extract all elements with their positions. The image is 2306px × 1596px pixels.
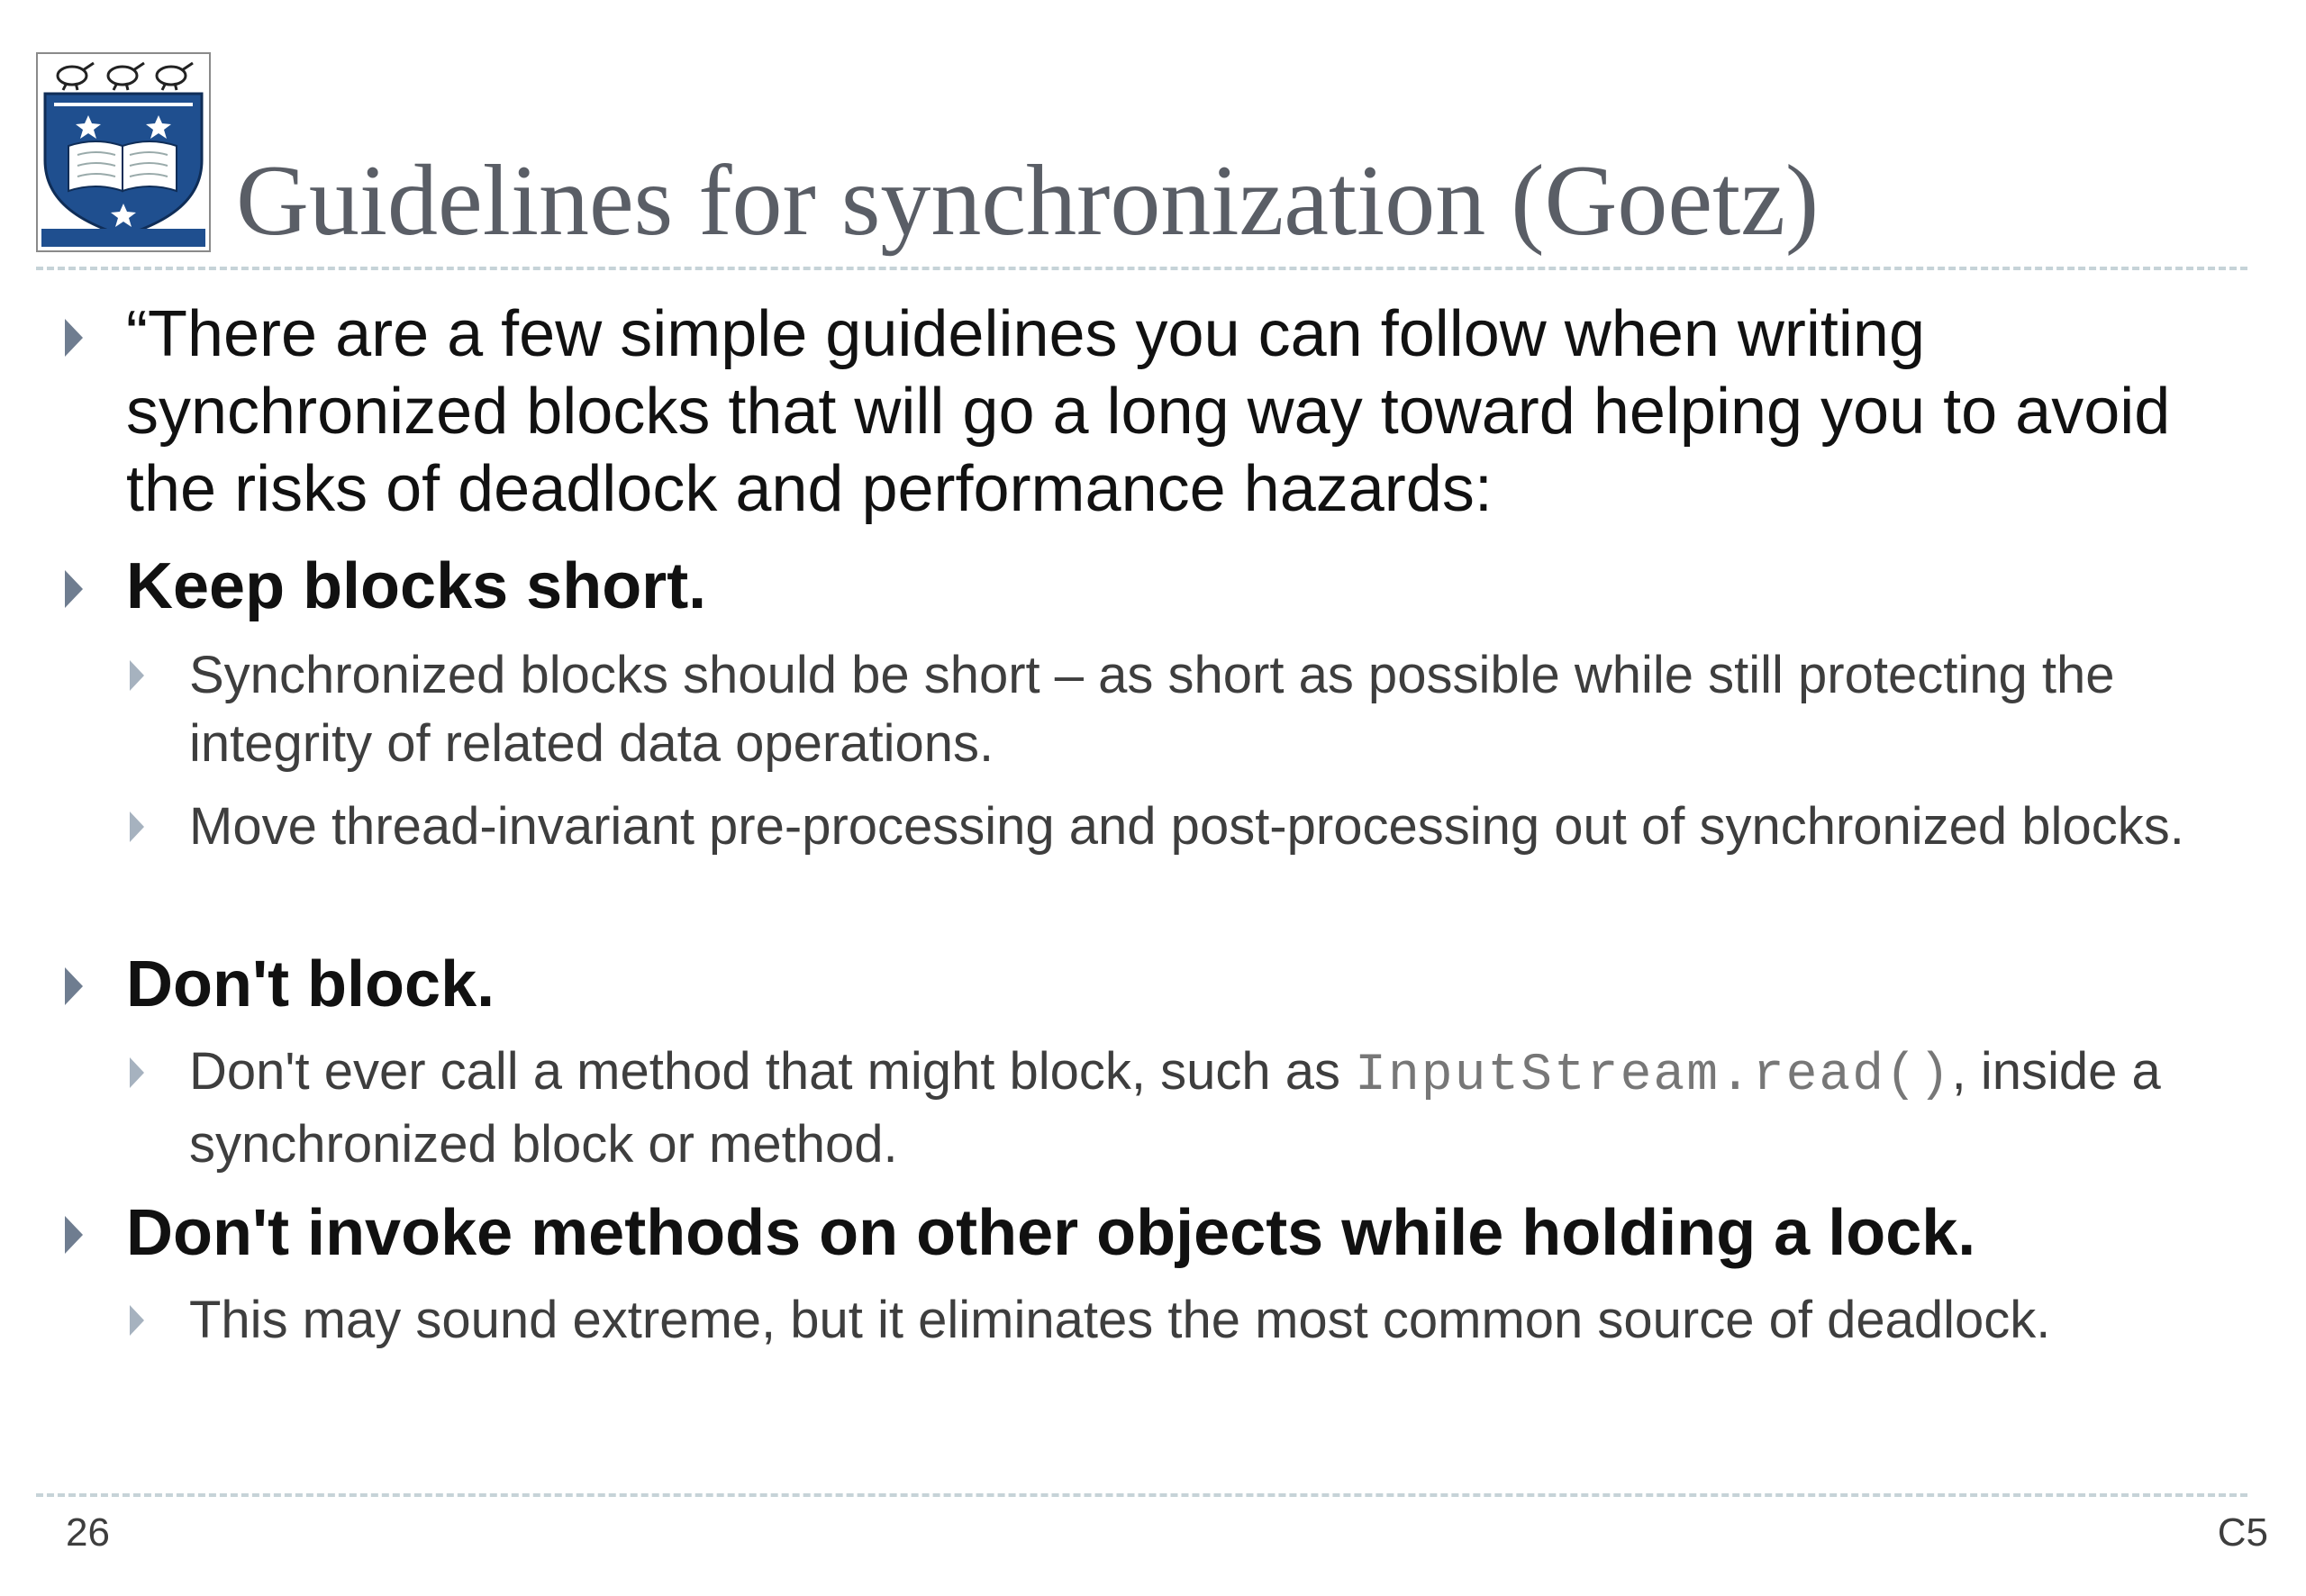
page-number: 26 xyxy=(66,1510,110,1555)
slide-title: Guidelines for synchronization (Goetz) xyxy=(236,145,1820,257)
code-inputstream-read: InputStream.read() xyxy=(1355,1047,1952,1105)
open-book-icon xyxy=(68,141,177,191)
university-crest-logo xyxy=(36,52,211,252)
quote-intro: “There are a few simple guidelines you can follow when writing synchronized blocks that will go a long way toward helping you to avoid the risks of deadlock and performance hazards: xyxy=(126,298,2171,525)
bullet-arrow-icon xyxy=(65,967,83,1005)
heading-dont-block: Don't block. xyxy=(126,948,495,1020)
heading-dont-invoke-methods: Don't invoke methods on other objects while holding a lock. xyxy=(126,1197,1976,1269)
heading-keep-blocks-short: Keep blocks short. xyxy=(126,550,707,622)
sub-bullet-arrow-icon xyxy=(130,812,144,842)
sub-item-text-before: Don't ever call a method that might block, such as xyxy=(189,1042,1356,1101)
sub-bullet-arrow-icon xyxy=(130,1057,144,1088)
bullet-arrow-icon xyxy=(65,319,83,357)
sub-item-dont-call-blocking xyxy=(189,1038,2252,1179)
sub-item-text-after: , inside a synchronized block or method. xyxy=(189,1042,2161,1174)
bullet-arrow-icon xyxy=(65,570,83,608)
footer-divider xyxy=(36,1493,2247,1497)
sub-bullet-arrow-icon xyxy=(130,1305,144,1336)
sub-bullet-arrow-icon xyxy=(130,660,144,691)
sub-item-short-blocks: Synchronized blocks should be short – as short as possible while still protecting the integrity of related data operations. xyxy=(189,646,2115,773)
course-code: C5 xyxy=(2217,1510,2268,1555)
title-divider xyxy=(36,267,2247,270)
sub-item-eliminates-deadlock: This may sound extreme, but it eliminates the most common source of deadlock. xyxy=(189,1291,2051,1349)
bullet-arrow-icon xyxy=(65,1216,83,1254)
sub-item-move-processing: Move thread-invariant pre-processing and post-processing out of synchronized blocks. xyxy=(189,797,2184,856)
